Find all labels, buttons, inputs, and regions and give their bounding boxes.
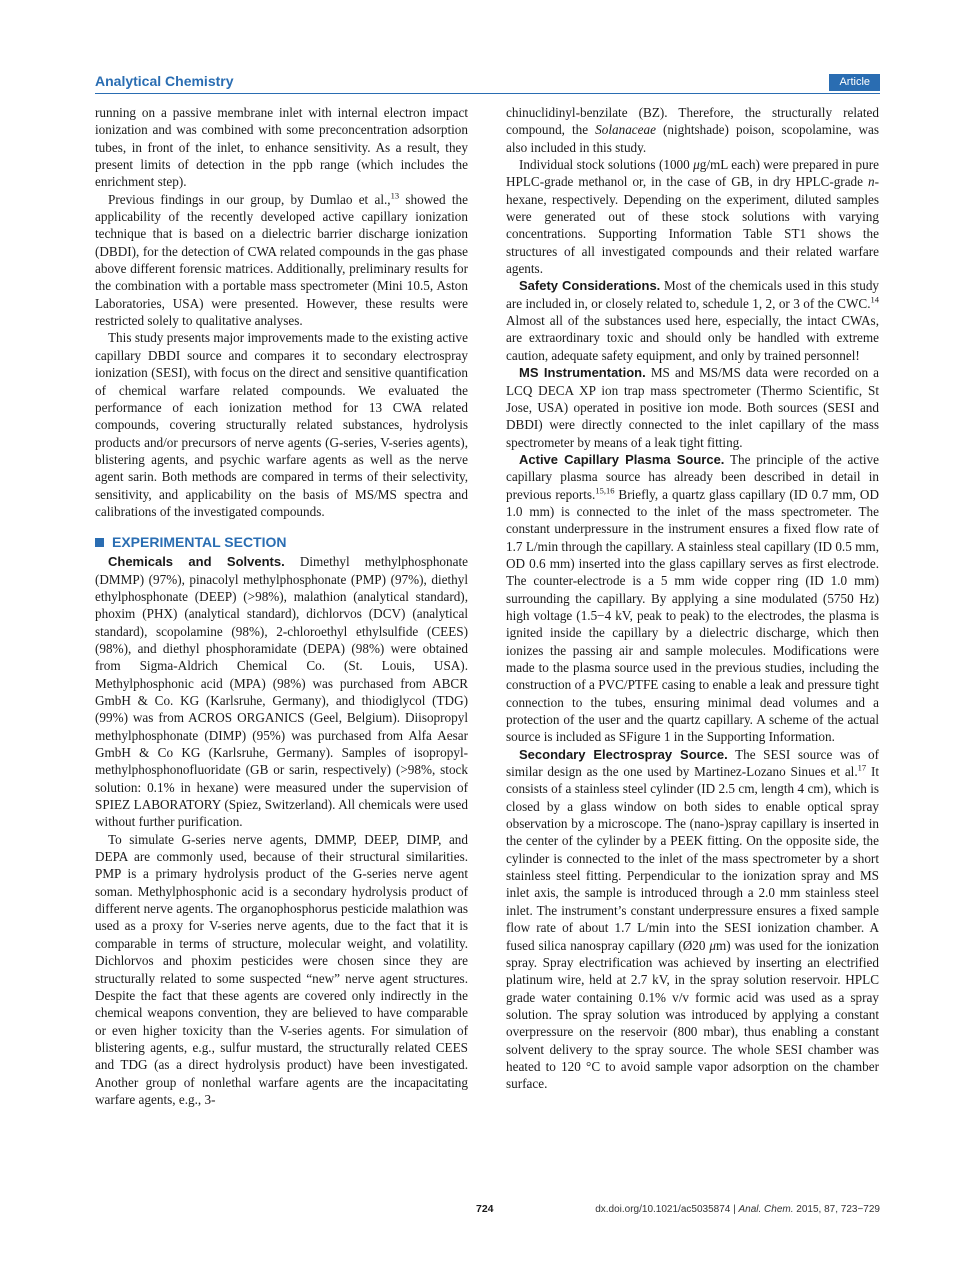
paragraph: MS Instrumentation. MS and MS/MS data were recorded on a LCQ DECA XP ion trap mass spectrometer (Thermo Scientific, St Jose, USA) operated in positive ion mode. Both sources (SESI and DBDI) were directly connected to the inlet capillary of the mass spectrometer by means of a leak tight fitting. — [506, 365, 879, 450]
citation-ref[interactable]: 15,16 — [595, 485, 615, 496]
section-square-icon — [95, 538, 104, 547]
right-column — [506, 104, 879, 1093]
page-number: 724 — [476, 1203, 494, 1215]
doi-link[interactable]: dx.doi.org/10.1021/ac5035874 | — [595, 1204, 739, 1215]
paragraph: Active Capillary Plasma Source. The principle of the active capillary plasma source has already been described in detail in previous reports.$^{15,16}$ Briefly, a quartz glass capillary (ID 0.7 mm, OD 1.0 mm) is connected to the inlet of the mass spectrometer. The constant underpressure in the instrument ensures a fixed flow rate of 1.7 L/min through the capillary. A stainless steal capillary (ID 0.5 mm, OD 0.6 mm) inserted into the glass capillary serves as first electrode. The counter-electrode is a 5 mm wide copper ring (ID 1.0 mm) surrounding the capillary. By applying a sine modulated (5750 Hz) high voltage (1.5−4 kV, peak to peak) to the electrodes, the plasma is ignited inside the capillary by a dielectric discharge, which then ionizes the passing air and sample molecules. Modifications were made to the plasma source used in the previous studies, including the construction of a PVC/PTFE casing to enable a leak and pressure tight connection to the tubes, ensuring minimal dead volumes and a protection of the user and the quartz capillary. A scheme of the actual source is included as SFigure 1 in the Supporting Information. — [506, 451, 880, 745]
left-column — [95, 104, 468, 1108]
citation-ref[interactable]: 14 — [870, 294, 879, 305]
paragraph: running on a passive membrane inlet with internal electron impact ionization and was combined with some preconcentration adsorption tubes, in front of the inlet, to enhance sensitivity. As a result, they present limits of detection in the ppb range (which includes the enrichment step). — [95, 105, 468, 190]
paragraph: chinuclidinyl-benzilate (BZ). Therefore, the structurally related compound, the Solanaceae (nightshade) poison, scopolamine, was also included in this study. — [506, 105, 879, 155]
journal-name: Analytical Chemistry — [95, 73, 234, 89]
citation-ref[interactable]: 17 — [857, 762, 867, 773]
paragraph: Individual stock solutions (1000 μg/mL each) were prepared in pure HPLC-grade methanol or, in the case of GB, in dry HPLC-grade n-hexane, respectively. Depending on the experiment, diluted samples were generated out of these stock solutions with varying concentrations. Supporting Information Table ST1 shows the structures of all investigated compounds and their related warfare agents. — [506, 157, 879, 277]
paragraph: To simulate G-series nerve agents, DMMP, DEEP, DIMP, and DEPA are commonly used, because of their structural similarities. PMP is a primary hydrolysis product of the G-series nerve agent soman. Methylphosphonic acid is a secondary hydrolysis product of different nerve agents. The organophosphorus pesticide malathion was used as a proxy for V-series nerve agents, due to the fact that it is comparable in terms of structure, molecular weight, and volatility. Dichlorvos and phoxim pesticides were chosen since they are structurally related to some suspected “new” nerve agent structures. Despite the fact that these agents are covered only indirectly in the chemical weapons convention, they are believed to have comparable or even higher toxicity than the V-series agents. For simulation of blistering agents, e.g., sulfur mustard, the structurally related CEES and TDG (as a direct hydrolysis product) have been investigated. Another group of nonlethal warfare agents are the incapacitating warfare agents, e.g., 3- — [95, 831, 468, 1107]
run-in-heading: Secondary Electrospray Source. — [519, 746, 728, 762]
run-in-heading: Safety Considerations. — [519, 278, 661, 294]
page-header — [95, 73, 880, 94]
run-in-heading: Active Capillary Plasma Source. — [519, 451, 725, 467]
paragraph: Safety Considerations. Most of the chemicals used in this study are included in, or closely related to, schedule 1, 2, or 3 of the CWC.$^{14}$ Almost all of the substances used here, especially, the intact CWAs, are extraordinary toxic and should only be handled with extreme caution, adequate safety equipment, and only by trained personnel! — [506, 278, 880, 363]
paragraph: Chemicals and Solvents. Dimethyl methylphosphonate (DMMP) (97%), pinacolyl methylphosphonate (PMP) (97%), diethyl ethylphosphonate (DEEP) (>98%), malathion (analytical standard), phoxim (PHX) (analytical standard), dichlorvos (DCV) (analytical standard), scopolamine (98%), 2-chloroethyl ethylsulfide (CEES) (98%), and diethyl phosphoramidate (DEPA) (98%) were obtained from Sigma-Aldrich Chemical Co. (St. Louis, USA). Methylphosphonic acid (MPA) (98%) was purchased from ABCR GmbH & Co. KG (Karlsruhe, Germany), and thiodiglycol (TDG) (99%) was from ACROS ORGANICS (Geel, Belgium). Diisopropyl methylphosphonate (DIMP) (95%) was purchased from Alfa Aesar GmbH & Co KG (Karlsruhe, Germany). Samples of isopropyl-methylphosphonofluoridate (GB or sarin, respectively) (>98%, stock solution: 0.1% in hexane) were measured under the supervision of SPIEZ LABORATORY (Spiez, Switzerland). All chemicals were used without further purification. — [95, 554, 468, 830]
section-heading: EXPERIMENTAL SECTION — [95, 534, 468, 550]
citation-ref[interactable]: 13 — [390, 190, 400, 201]
run-in-heading: MS Instrumentation. — [519, 365, 646, 381]
paragraph: Secondary Electrospray Source. The SESI source was of similar design as the one used by Martinez-Lozano Sinues et al.$^{17}$ It consists of a stainless steel cylinder (ID 2.5 cm, length 4 cm), which is closed by a glass window on both sides to enable optical spray observation by a microscope. The (nano-)spray capillary is inserted in the center of the cylinder by a PEEK fitting. On the opposite side, the cylinder is connected to the inlet of the mass spectrometer by a short stainless steel fitting. Perpendicular to the ionization spray and MS inlet axis, the sample is introduced through a 2.0 mm stainless steel inlet. The instrument’s constant underpressure ensures a fixed sample flow rate of about 1.7 L/min into the SESI ionization chamber. A fused silica nanospray capillary (Ø20 μm) was used for the ionization spray. Spray electrification was achieved by inserting an electrified platinum wire, held at 2.7 kV, in the spray solution reservoir. HPLC grade water containing 0.1% v/v formic acid was used as a spray solution. The spray solution was introduced by applying a constant overpressure on the reservoir (800 mbar), thus enabling a constant solvent delivery to the spray source. The whole SESI chamber was heated to 120 °C to avoid sample vapor adsorption on the chamber surface. — [506, 746, 880, 1092]
footer-citation: dx.doi.org/10.1021/ac5035874 | Anal. Chem. 2015, 87, 723−729 — [595, 1204, 880, 1215]
article-type-badge: Article — [829, 74, 880, 91]
paragraph: This study presents major improvements made to the existing active capillary DBDI source and compares it to secondary electrospray ionization (SESI), with focus on the direct and sensitive quantification of chemical warfare related compounds. We evaluated the performance of each ionization method for 13 CWA related compounds, covering structurally related substances, hydrolysis products and/or precursors of nerve agents (G-series, V-series agents), blistering agents, and psychic warfare agents as well as the nerve agent sarin. Both methods are compared in terms of their selectivity, sensitivity, and applicability on the basis of MS/MS spectra and calibrations of the investigated compounds. — [95, 330, 468, 519]
paragraph: Previous findings in our group, by Dumlao et al.,$^{13}$ showed the applicability of the recently developed active capillary ionization technique that is based on a dielectric barrier discharge ionization (DBDI), for the detection of CWA related compounds in the gas phase above different forensic matrices. Additionally, preliminary results for the combination with a portable mass spectrometer (Mini 10.5, Aston Laboratories, USA) were presented. However, these results were restricted solely to qualitative analyses. — [95, 190, 468, 329]
run-in-heading: Chemicals and Solvents. — [108, 554, 285, 570]
